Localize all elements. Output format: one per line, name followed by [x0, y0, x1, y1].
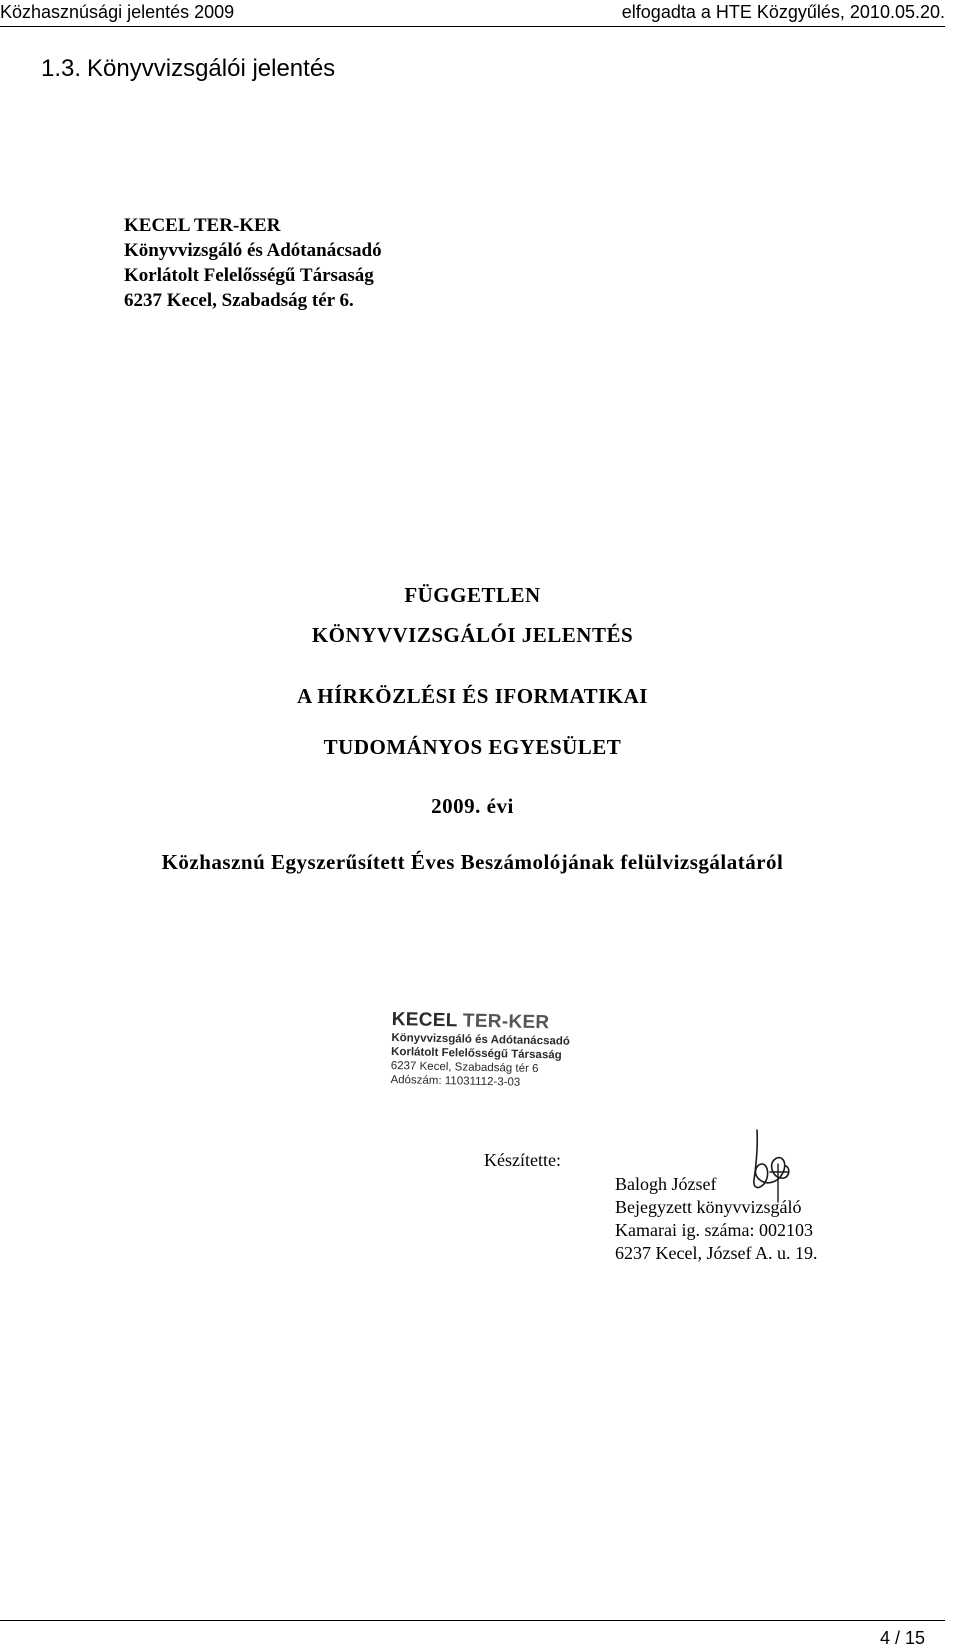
stamp-line-1: Könyvvizsgáló és Adótanácsadó: [391, 1031, 570, 1048]
page-number: 4 / 15: [880, 1628, 926, 1648]
section-number: 1.3.: [41, 55, 82, 82]
auditor-role: Bejegyzett könyvvizsgáló: [615, 1197, 802, 1217]
running-header-right: elfogadta a HTE Közgyűlés, 2010.05.20.: [621, 2, 945, 22]
report-subject: Közhasznú Egyszerűsített Éves Beszámolójának felülvizsgálatáról: [161, 850, 784, 874]
firm-line-2: Könyvvizsgáló és Adótanácsadó: [124, 240, 382, 261]
stamp-title-light: TER-KER: [462, 1010, 550, 1034]
stamp-line-4: Adószám: 11031112-3-03: [390, 1073, 521, 1089]
stamp-line-3: 6237 Kecel, Szabadság tér 6: [390, 1059, 539, 1076]
footer-rule: [0, 1620, 945, 1621]
auditor-address: 6237 Kecel, József A. u. 19.: [615, 1243, 818, 1263]
stamp-title-dark: KECEL: [391, 1009, 458, 1032]
firm-name: KECEL TER-KER: [124, 215, 281, 236]
firm-header: [124, 213, 382, 313]
section-title: Könyvvizsgálói jelentés: [87, 55, 336, 82]
auditor-chamber-id: Kamarai ig. száma: 002103: [615, 1220, 813, 1240]
report-year: 2009. évi: [431, 794, 514, 818]
firm-line-3: Korlátolt Felelősségű Társaság: [124, 265, 374, 286]
report-title-line-1: FÜGGETLEN: [404, 583, 541, 607]
stamp-line-2: Korlátolt Felelősségű Társaság: [390, 1045, 562, 1062]
report-title-line-2: KÖNYVVIZSGÁLÓI JELENTÉS: [311, 623, 634, 647]
prepared-by-label: Készítette:: [484, 1150, 561, 1170]
report-title-line-4: TUDOMÁNYOS EGYESÜLET: [323, 735, 622, 759]
firm-address: 6237 Kecel, Szabadság tér 6.: [124, 290, 354, 311]
auditor-name: Balogh József: [615, 1174, 717, 1194]
report-title-line-3: A HÍRKÖZLÉSI ÉS IFORMATIKAI: [297, 684, 648, 708]
handwritten-signature: [740, 1128, 820, 1208]
company-stamp: [390, 1009, 592, 1091]
running-header-left: Közhasznúsági jelentés 2009: [0, 2, 235, 22]
